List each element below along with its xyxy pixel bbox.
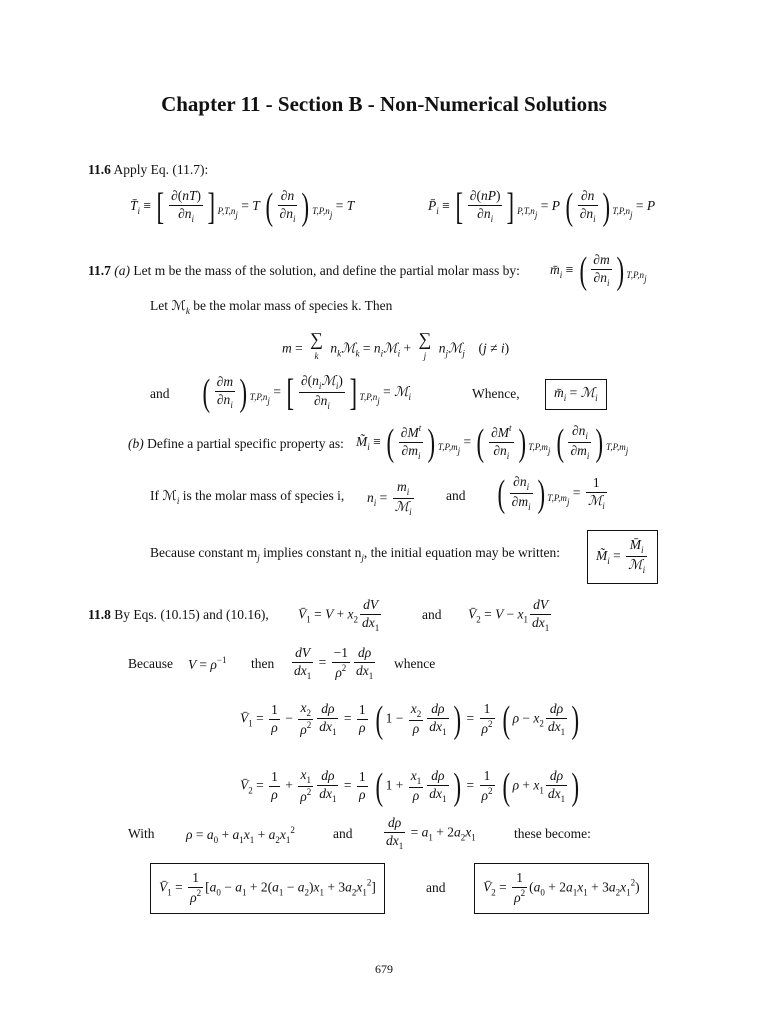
then-label: then	[251, 656, 275, 671]
and-label-5: and	[426, 880, 446, 895]
problem-number: 11.8	[88, 607, 111, 622]
part-a-text: Let m be the mass of the solution, and define the partial molar mass by:	[133, 263, 520, 278]
part-b-text	[128, 436, 344, 452]
problem-number: 11.6	[88, 162, 111, 177]
molar-mass-species-i-text: If ℳ$_i$ is the molar mass of species i,	[150, 488, 345, 506]
result-box-specific-property: $M̃_i$ = $\frac{M̄_i}{ℳ_i}$	[587, 530, 658, 584]
result-box-molar-mass: $m̄_i$ = ℳ$_i$	[545, 379, 607, 410]
text-fragment: is the molar mass of species i,	[179, 488, 345, 503]
part-b-definition: Define a partial specific property as:	[147, 436, 344, 451]
problem-intro: Apply Eq. (11.7):	[113, 162, 209, 177]
equation-dv-dx: $\frac{dV}{dx_1}$ = $\frac{-1}{\rho^2}$ $\frac{d\rho}{dx_1}$	[294, 645, 374, 681]
problem-number: 11.7	[88, 263, 111, 278]
problem-intro: By Eqs. (10.15) and (10.16),	[114, 607, 269, 622]
and-label-3: and	[422, 607, 442, 622]
and-label: and	[150, 386, 170, 401]
equation-v1-bar: $V̄_1 = V + x_2$ $\frac{dV}{dx_1}$	[298, 597, 380, 633]
molar-mass-definition: Let ℳ$_k$ be the molar mass of species k. Then	[150, 298, 393, 316]
equation-drho-dx: $\frac{d\rho}{dx_1}$ = $a_1 + 2a_2x_1$	[386, 815, 476, 851]
equation-partial-pressure: $P̄_i$ ≡ [ $\frac{\partial(nP)}{\partial n_i}$ ] $_{P,T,nj}$ = P ( $\frac{\partial n}{\partial n_i}$ ) $_{T,P,nj}$ = P	[428, 186, 656, 228]
whence-label: Whence,	[472, 386, 520, 401]
equation-moles: $n_i$ = $\frac{m_i}{ℳ_i}$	[367, 479, 412, 518]
problem-11-6-heading	[88, 162, 208, 178]
equation-v1-expanded: $V̄_1$ = $\frac{1}{\rho}$ − $\frac{x_2}{\rho^2}$ $\frac{d\rho}{dx_1}$ = $\frac{1}{\rho}$ ( 1 − $\frac{x_2}{\rho}$ $\frac{d\rho}{dx_1}$ ) = $\frac{1}{\rho^2}$ ( $\rho - x_2$ $\frac{d\rho}{dx_1}$ )	[240, 698, 580, 741]
equation-v2-expanded: $V̄_2$ = $\frac{1}{\rho}$ + $\frac{x_1}{\rho^2}$ $\frac{d\rho}{dx_1}$ = $\frac{1}{\rho}$ ( 1 + $\frac{x_1}{\rho}$ $\frac{d\rho}{dx_1}$ ) = $\frac{1}{\rho^2}$ ( $\rho + x_1$ $\frac{d\rho}{dx_1}$ )	[240, 765, 580, 808]
problem-11-8-heading	[88, 607, 269, 623]
text-fragment: If ℳ	[150, 488, 177, 503]
equation-rho-polynomial: $\rho = a_0 + a_1x_1 + a_2x_1^2$	[186, 825, 295, 845]
text-fragment: be the molar mass of species k. Then	[189, 298, 393, 313]
and-label-4: and	[333, 826, 353, 841]
result-box-v1: $V̄_1$ = $\frac{1}{\rho^2}$ $[a_0 - a_1 + 2(a_1 - a_2)x_1 + 3a_2x_1^2]$	[150, 863, 385, 914]
page-title: Chapter 11 - Section B - Non-Numerical Solutions	[161, 92, 607, 116]
equation-moles-derivative: ( $\frac{\partial n_i}{\partial m_i}$ ) $_{T,P,mj}$ = $\frac{1}{ℳ_i}$	[497, 472, 605, 515]
result-box-v2: $V̄_2$ = $\frac{1}{\rho^2}$ $(a_0 + 2a_1x_1 + 3a_2x_1^2)$	[474, 863, 649, 914]
equation-partial-specific: $M̃_i$ ≡ ( $\frac{\partial M^t}{\partial m_i}$ ) $_{T,P,mj}$ = ( $\frac{\partial M^t}{\partial n_i}$ ) $_{T,P,mj}$ ( $\frac{\partial n_i}{\partial m_i}$ ) $_{T,P,mj}$	[356, 421, 629, 464]
equation-mass-sum: m = ∑ k $n_kℳ_k$ = $n_iℳ_i$ + ∑ j $n_jℳ_j$ (j ≠ i)	[282, 329, 510, 361]
page-number: 679	[375, 962, 393, 976]
constant-mass-text: Because constant $m_j$ implies constant $n_j$, the initial equation may be written:	[150, 545, 560, 563]
text-fragment: Because constant m	[150, 545, 258, 560]
because-label: Because	[128, 656, 173, 671]
text-fragment: Let ℳ	[150, 298, 186, 313]
text-fragment: implies constant n	[259, 545, 362, 560]
equation-partial-molar-mass: $m̄_i$ ≡ ( $\frac{\partial m}{\partial n_i}$ ) $_{T,P,nj}$	[550, 250, 647, 292]
these-become-label: these become:	[514, 826, 591, 841]
text-fragment: , the initial equation may be written:	[363, 545, 560, 560]
equation-v-rho: $V = \rho^{-1}$	[188, 655, 227, 672]
and-label-2: and	[446, 488, 466, 503]
part-label: (a)	[114, 263, 131, 278]
with-label: With	[128, 826, 155, 841]
equation-derivative-mass: ( $\frac{\partial m}{\partial n_i}$ ) $_{T,P,nj}$ = [ $\frac{\partial(n_iℳ_i)}{\partial n_i}$ ] $_{T,P,nj}$ = ℳ$_i$	[202, 371, 412, 414]
part-label: (b)	[128, 436, 144, 451]
equation-partial-temperature: $T̄_i$ ≡ [ $\frac{\partial(nT)}{\partial n_i}$ ] $_{P,T,nj}$ = T ( $\frac{\partial n}{\partial n_i}$ ) $_{T,P,nj}$ = T	[130, 186, 355, 228]
equation-v2-bar: $V̄_2 = V - x_1$ $\frac{dV}{dx_1}$	[468, 597, 550, 633]
problem-11-7-heading	[88, 263, 520, 279]
whence-label-2: whence	[394, 656, 436, 671]
